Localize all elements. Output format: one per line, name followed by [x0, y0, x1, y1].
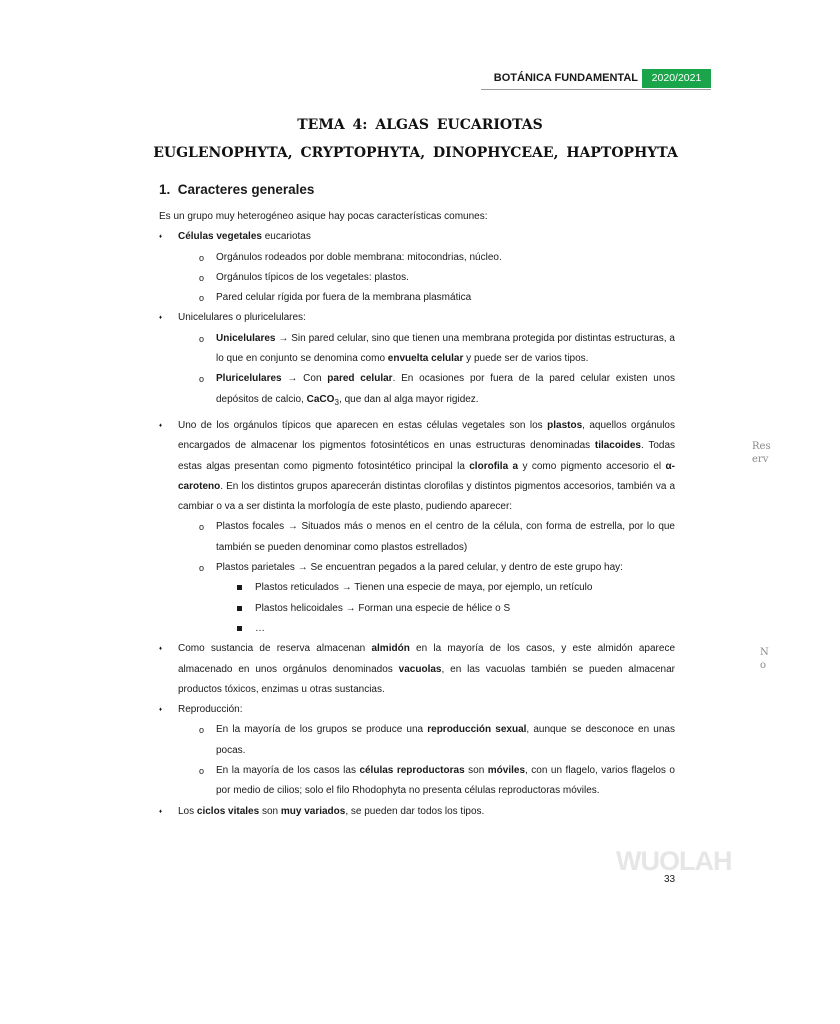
page-number: 33 [664, 874, 676, 885]
sub-sub-bullet: Plastos helicoidales → Forman una especie de hélice o S [159, 599, 675, 619]
sub-bullet-parietal: o Plastos parietales → Se encuentran pegados a la pared celular, y dentro de este grupo hay: [159, 558, 675, 578]
intro-paragraph: Es un grupo muy heterogéneo asique hay pocas características comunes: [159, 211, 488, 222]
sub-bullet: o Pared celular rígida por fuera de la membrana plasmática [159, 288, 675, 308]
side-text-top: Res erv [752, 441, 771, 465]
side-text-bottom: N o [760, 647, 769, 671]
bullet-reproduction: ♦ Reproducción: [159, 700, 675, 720]
sub-bullet-pluricellular: o Pluricelulares → Con pared celular. En ocasiones por fuera de la pared celular existen unos depósitos de calcio, CaCO$_3$, que dan al alga mayor rigidez. [159, 369, 675, 412]
sub-bullet: o Orgánulos rodeados por doble membrana: mitocondrias, núcleo. [159, 248, 675, 268]
course-name: BOTÁNICA FUNDAMENTAL [493, 72, 638, 84]
sub-bullet: o En la mayoría de los grupos se produce una reproducción sexual, aunque se desconoce en unas pocas. [159, 720, 675, 761]
document-body [159, 207, 675, 822]
bullet-life-cycles: ♦ Los ciclos vitales son muy variados, se pueden dar todos los tipos. [159, 802, 675, 822]
topic-subtitle: EUGLENOPHYTA, CRYPTOPHYTA, DINOPHYCEAE, HAPTOPHYTA [153, 145, 678, 161]
page-header [481, 69, 711, 90]
bullet-cell-type: ♦ Células vegetales eucariotas [159, 227, 675, 247]
year-badge: 2020/2021 [642, 69, 711, 88]
section-number: 1. [159, 182, 171, 197]
section-heading [159, 182, 314, 197]
sub-sub-bullet: … [159, 619, 675, 639]
bullet-cellularity: ♦ Unicelulares o pluricelulares: [159, 308, 675, 328]
bullet-reserve: ♦ Como sustancia de reserva almacenan almidón en la mayoría de los casos, y este almidón aparece almacenado en unos orgánulos denominados vacuolas, en las vacuolas también se pueden almacenar productos tóxicos, enzimas u otras sustancias. [159, 639, 675, 700]
sub-bullet-unicellular: o Unicelulares → Sin pared celular, sino que tienen una membrana protegida por distintas estructuras, a lo que en conjunto se denomina como envuelta celular y puede ser de varios tipos. [159, 329, 675, 370]
wuolah-watermark: WUOLAH [616, 846, 732, 876]
sub-bullet-focal: o Plastos focales → Situados más o menos en el centro de la célula, con forma de estrella, por lo que también se pueden denominar como plastos estrellados) [159, 517, 675, 558]
section-title: Caracteres generales [177, 182, 315, 197]
sub-bullet: o Orgánulos típicos de los vegetales: plastos. [159, 268, 675, 288]
sub-sub-bullet: Plastos reticulados → Tienen una especie de maya, por ejemplo, un retículo [159, 578, 675, 598]
topic-title: TEMA 4: ALGAS EUCARIOTAS [297, 117, 543, 133]
sub-bullet: o En la mayoría de los casos las células reproductoras son móviles, con un flagelo, varios flagelos o por medio de cilios; solo el filo Rhodophyta no presenta células reproductoras móviles. [159, 761, 675, 802]
bullet-plastids: ♦ Uno de los orgánulos típicos que aparecen en estas células vegetales son los plastos, aquellos orgánulos encargados de almacenar los pigmentos fotosintéticos en unas estructuras denominadas tilacoides. Todas estas algas presentan como pigmento fotosintético principal la clorofila a y como pigmento accesorio el α-caroteno. En los distintos grupos aparecerán distintas clorofilas y distintos pigmentos accesorios, también va a cambiar o va a ser distinta la morfología de este plasto, pudiendo aparecer: [159, 416, 675, 517]
